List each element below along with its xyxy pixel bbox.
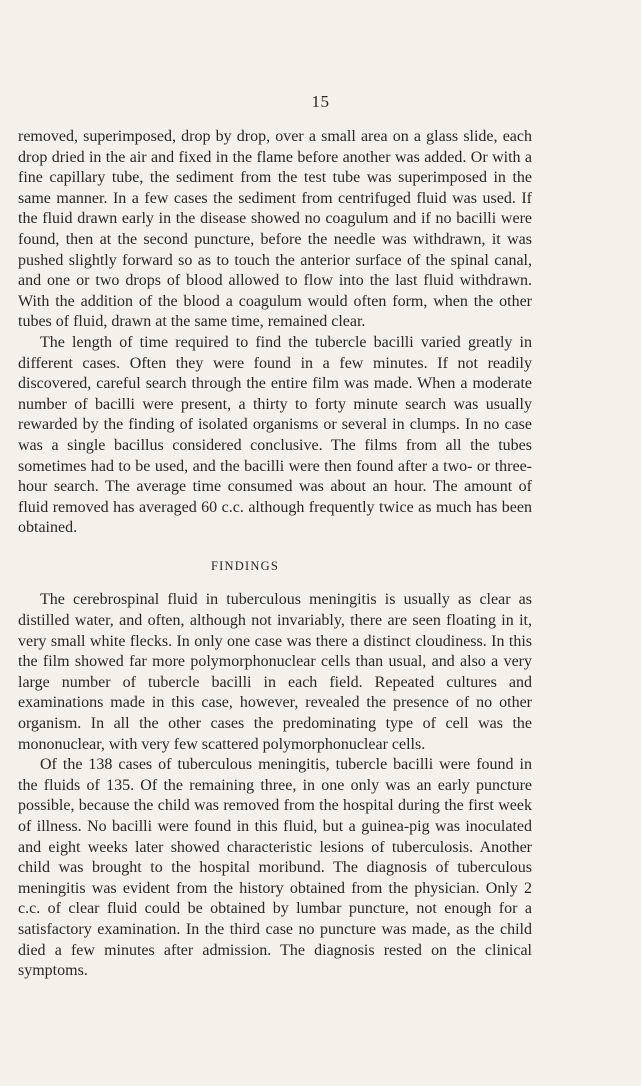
body-text (18, 127, 532, 982)
paragraph-continued: removed, superimposed, drop by drop, over a small area on a glass slide, each drop dried in the air and fixed in the flame before another was added. Or with a fine capillary tube, the sediment from the test tube was superimposed in the same manner. In a few cases the sediment from centrifuged fluid was used. If the fluid drawn early in the disease showed no coagulum and if no bacilli were found, then at the second puncture, before the needle was withdrawn, it was pushed slightly forward so as to touch the anterior surface of the spinal canal, and one or two drops of blood allowed to flow into the last fluid withdrawn. With the addition of the blood a coagulum would often form, when the other tubes of fluid, drawn at the same time, remained clear. (18, 128, 532, 331)
section-heading-findings: FINDINGS (211, 558, 279, 573)
paragraph-search-time: The length of time required to find the tubercle bacilli varied greatly in different cases. Often they were found in a few minutes. If not readily discovered, careful search through the entire film was made. When a moderate number of bacilli were present, a thirty to forty minute search was usually rewarded by the finding of isolated organisms or several in clumps. In no case was a single bacillus considered conclusive. The films from all the tubes sometimes had to be used, and the bacilli were then found after a two- or three-hour search. The average time consumed was about an hour. The amount of fluid removed has averaged 60 c.c. although frequently twice as much has been obtained. (18, 333, 532, 537)
paragraph-fluid-description: The cerebrospinal fluid in tuberculous meningitis is usually as clear as distilled water, and often, although not invariably, there are seen floating in it, very small white flecks. In only one case was there a distinct cloudiness. In this the film showed far more polymorphonuclear cells than usual, and also a very large number of tubercle bacilli in each field. Repeated cultures and examinations made in this case, however, revealed the presence of no other organism. In all the other cases the predominating type of cell was the mononuclear, with very few scattered polymorphonuclear cells. (18, 591, 532, 753)
page-number: 15 (311, 92, 330, 111)
paragraph-case-counts: Of the 138 cases of tuberculous meningitis, tubercle bacilli were found in the fluids of 135. Of the remaining three, in one only was an early puncture possible, because the child was removed from the hospital during the first week of illness. No bacilli were found in this fluid, but a guinea-pig was inoculated and eight weeks later showed characteristic lesions of tuberculosis. Another child was brought to the hospital moribund. The diagnosis of tuberculous meningitis was evident from the history obtained from the physician. Only 2 c.c. of clear fluid could be obtained by lumbar puncture, not enough for a satisfactory examination. In the third case no puncture was made, as the child died a few minutes after admission. The diagnosis rested on the clinical symptoms. (18, 756, 532, 980)
